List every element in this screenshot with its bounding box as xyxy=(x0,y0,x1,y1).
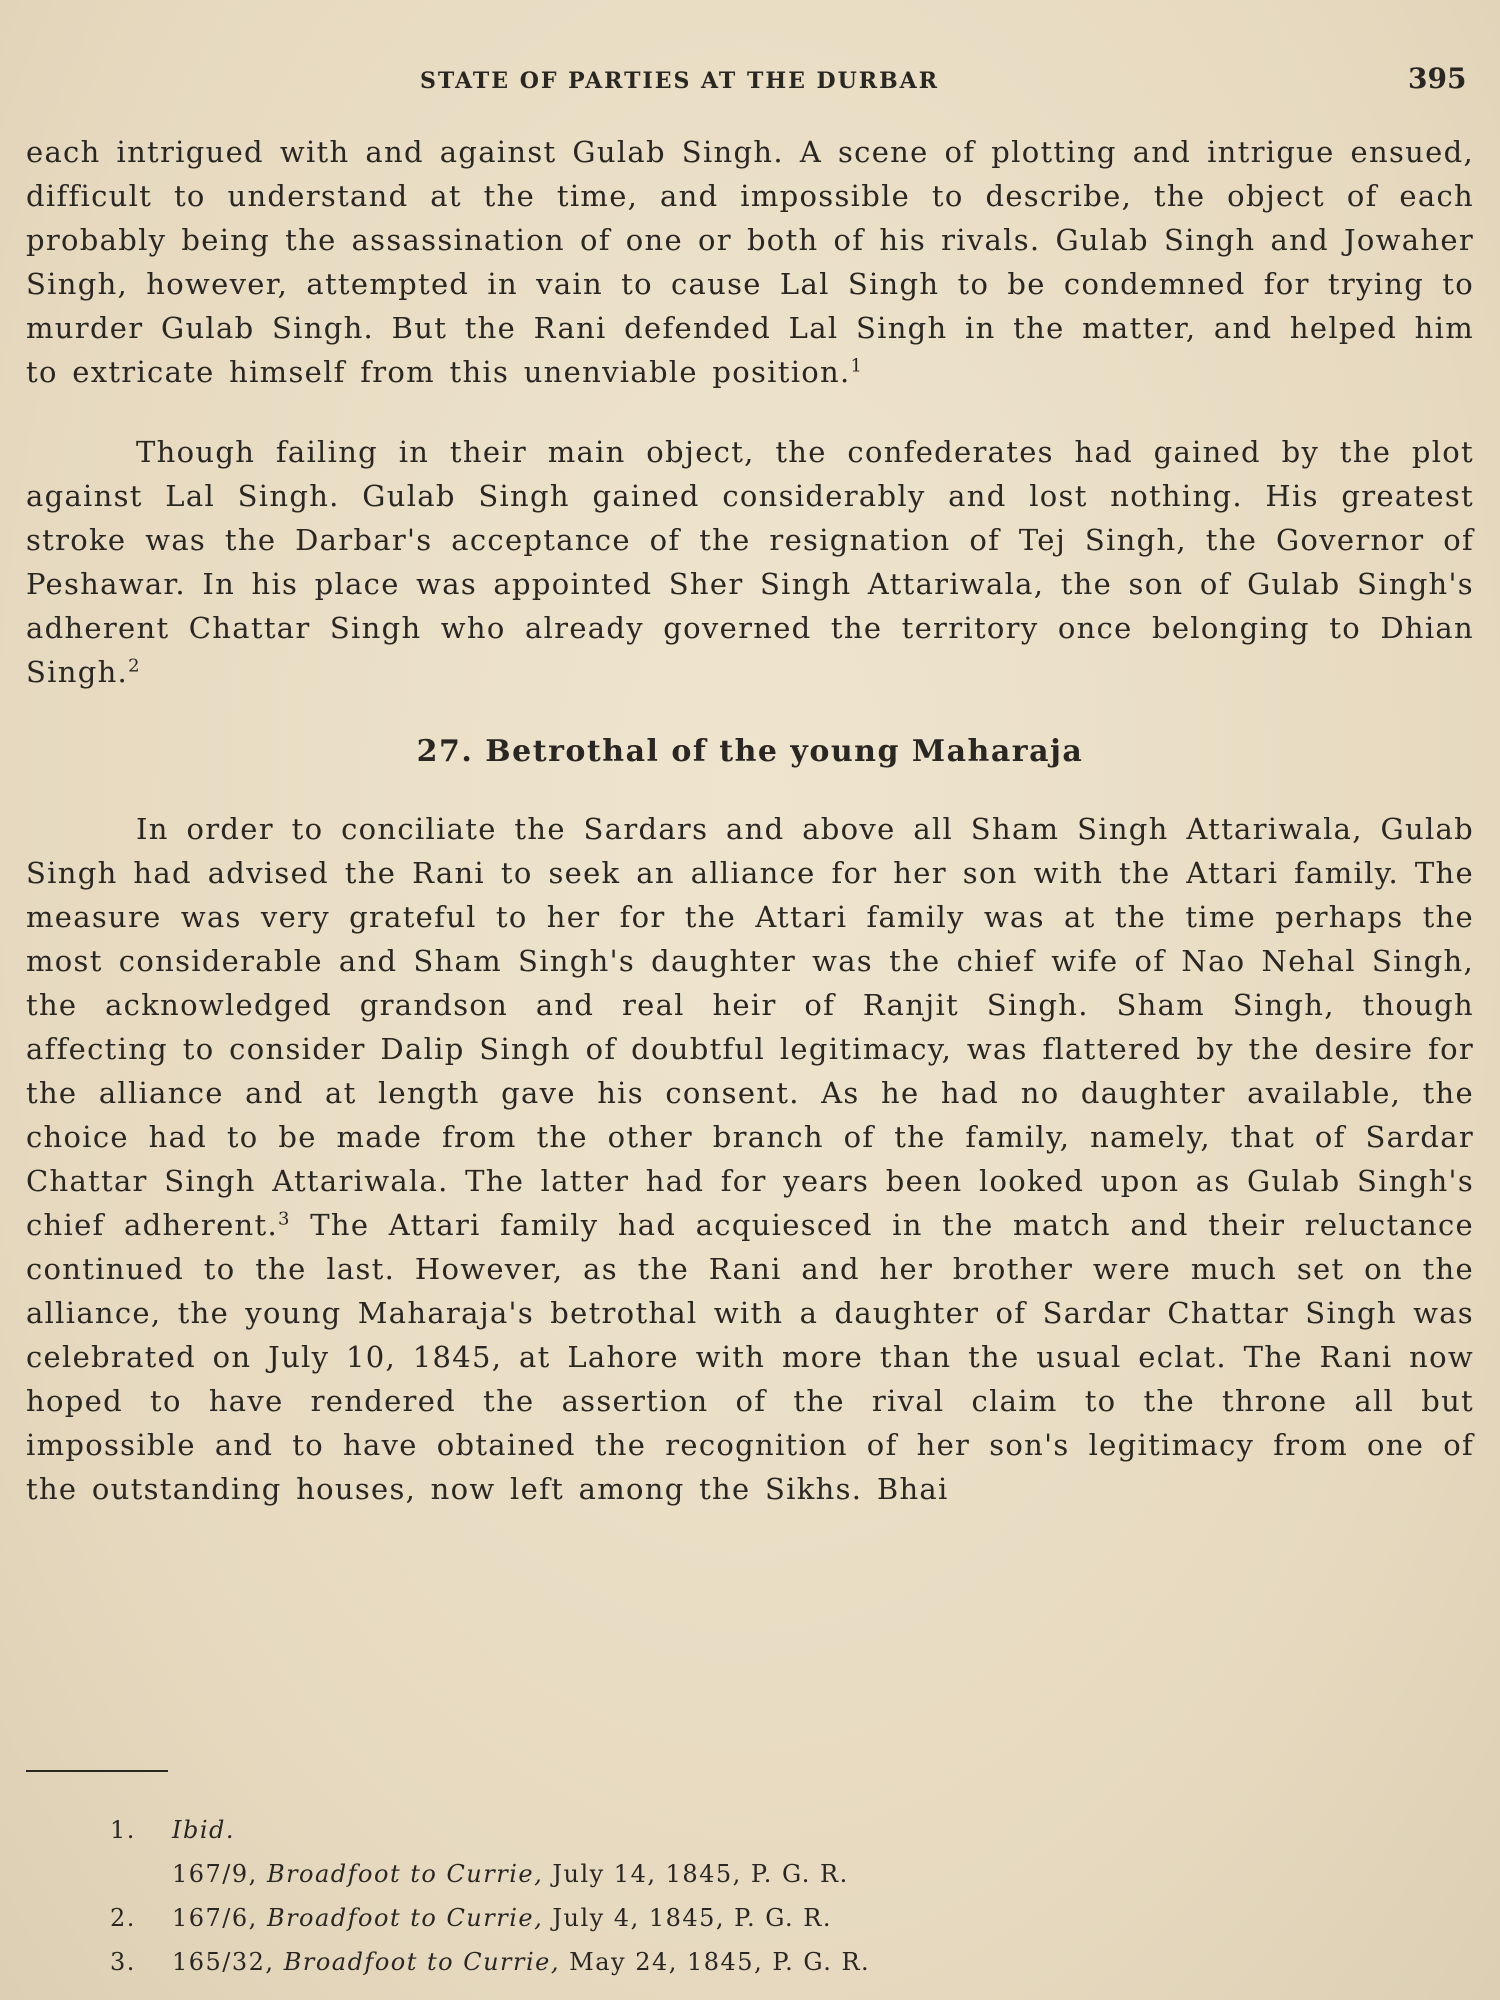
body-text xyxy=(26,130,1474,1511)
footnotes xyxy=(110,1808,1410,1984)
paragraph-1 xyxy=(26,130,1474,394)
footnote-date: July 14, 1845, P. G. R. xyxy=(552,1860,849,1888)
footnote-number: 2. xyxy=(110,1904,136,1932)
footnote-title: Broadfoot to Currie, xyxy=(266,1860,544,1888)
paragraph-2 xyxy=(26,430,1474,694)
footnote-ref: 167/6, xyxy=(172,1904,258,1932)
footnote-date: July 4, 1845, P. G. R. xyxy=(552,1904,832,1932)
page-number: 395 xyxy=(1408,62,1467,95)
footnote-ref-2: 2 xyxy=(128,655,141,677)
footnote-1-citation xyxy=(110,1852,1410,1896)
footnote-title: Broadfoot to Currie, xyxy=(283,1948,560,1976)
footnote-divider xyxy=(26,1770,168,1772)
footnote-ref: 167/9, xyxy=(172,1860,258,1888)
paragraph-3 xyxy=(26,807,1474,1511)
paragraph-3-text-a: In order to conciliate the Sardars and above all Sham Singh Attariwala, Gulab Singh had advised the Rani to seek an alliance for her son with the Attari family. The measure was very grateful to her for the Attari family was at the time perhaps the most considerable and Sham Singh's daughter was the chief wife of Nao Nehal Singh, the acknowledged grandson and real heir of Ranjit Singh. Sham Singh, though affecting to consider Dalip Singh of doubtful legitimacy, was flattered by the desire for the alliance and at length gave his consent. As he had no daughter available, the choice had to be made from the other branch of the family, namely, that of Sardar Chattar Singh Attariwala. The latter had for years been looked upon as Gulab Singh's chief adherent. xyxy=(26,812,1474,1242)
paragraph-3-text-b: The Attari family had acquiesced in the match and their reluctance continued to the last. However, as the Rani and her brother were much set on the alliance, the young Maharaja's betrothal with a daughter of Sardar Chattar Singh was celebrated on July 10, 1845, at Lahore with more than the usual eclat. The Rani now hoped to have rendered the assertion of the rival claim to the throne all but impossible and to have obtained the recognition of her son's legitimacy from one of the outstanding houses, now left among the Sikhs. Bhai xyxy=(26,1208,1474,1506)
footnote-number: 3. xyxy=(110,1948,136,1976)
running-title: STATE OF PARTIES AT THE DURBAR xyxy=(420,68,940,94)
footnote-date: May 24, 1845, P. G. R. xyxy=(569,1948,871,1976)
section-heading: 27. Betrothal of the young Maharaja xyxy=(416,734,1084,769)
footnote-ibid: Ibid. xyxy=(172,1816,236,1844)
paragraph-1-text: each intrigued with and against Gulab Singh. A scene of plotting and intrigue ensued, difficult to understand at the time, and impossible to describe, the object of each probably being the assassination of one or both of his rivals. Gulab Singh and Jowaher Singh, however, attempted in vain to cause Lal Singh to be condemned for trying to murder Gulab Singh. But the Rani defended Lal Singh in the matter, and helped him to extricate himself from this unenviable position. xyxy=(26,135,1474,389)
footnote-number: 1. xyxy=(110,1816,136,1844)
page-header xyxy=(0,62,1500,102)
footnote-ref-1: 1 xyxy=(850,355,864,377)
paragraph-2-text: Though failing in their main object, the confederates had gained by the plot against Lal Singh. Gulab Singh gained considerably and lost nothing. His greatest stroke was the Darbar's acceptance of the resignation of Tej Singh, the Governor of Peshawar. In his place was appointed Sher Singh Attariwala, the son of Gulab Singh's adherent Chattar Singh who already governed the territory once belonging to Dhian Singh. xyxy=(26,435,1474,689)
footnote-3 xyxy=(110,1940,1410,1984)
footnote-ref: 165/32, xyxy=(172,1948,275,1976)
footnote-2 xyxy=(110,1896,1410,1940)
footnote-1 xyxy=(110,1808,1410,1852)
footnote-title: Broadfoot to Currie, xyxy=(266,1904,544,1932)
footnote-ref-3: 3 xyxy=(278,1208,291,1230)
